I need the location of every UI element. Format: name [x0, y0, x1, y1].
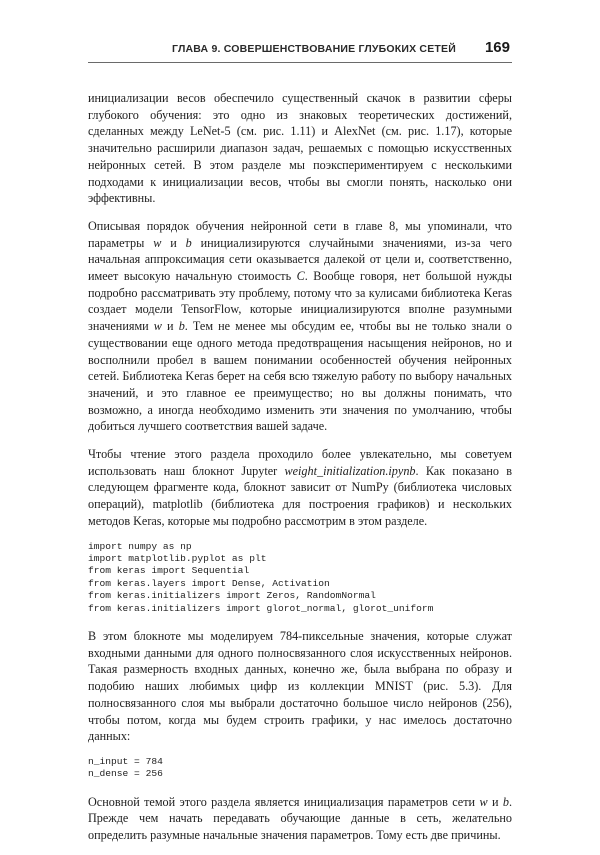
paragraph-3-text-b: . Как показано в следующем фрагменте кода, блокнот зависит от NumPy (библиотека числовых операций), matplotlib (библиотека для построения графиков) и нескольких методов Keras, которые мы подробно рассмотрим в этом разделе. — [88, 463, 513, 528]
code-line: from keras import Sequential — [88, 565, 250, 577]
running-header — [88, 38, 512, 63]
code-line: import matplotlib.pyplot as plt — [88, 552, 267, 564]
paragraph-3 — [88, 446, 512, 530]
code-line: from keras.initializers import glorot_normal, glorot_uniform — [88, 602, 434, 614]
paragraph-5-text-c: . Прежде чем начать передавать обучающие данные в сеть, желательно определить разумные начальные значения параметров. Тому есть две причины. — [88, 794, 512, 843]
math-symbol-w: w — [153, 319, 162, 334]
paragraph-4-text: В этом блокноте мы моделируем 784-пиксельные значения, которые служат входными данными для одного полносвязанного слоя искусственных нейронов. Такая размерность входных данных, конечно же, была выбрана по образу и подобию наших любимых цифр из коллекции MNIST (рис. 5.3). Для полносвязанного слоя мы выбрали достаточно большое число нейронов (256), чтобы потом, когда мы будем строить графики, у нас имелось достаточно данных: — [88, 629, 512, 744]
paragraph-5-text-b: и — [487, 794, 503, 809]
notebook-filename: weight_initialization.ipynb — [284, 463, 416, 478]
paragraph-2-text-b: и — [161, 235, 186, 250]
math-symbol-w: w — [153, 235, 162, 250]
code-line: n_dense = 256 — [88, 768, 163, 780]
math-symbol-c: C — [296, 269, 305, 284]
math-symbol-b: b — [185, 235, 192, 250]
math-symbol-b: b — [178, 319, 185, 334]
paragraph-2-text-d: . Вообще говоря, нет большой нужды подробно рассматривать эту проблему, потому что за кулисами библиотека Keras создает модели TensorFlow, которые инициализируются вполне разумными значениями — [88, 269, 512, 334]
paragraph-5-text-a: Основной темой этого раздела является инициализация параметров сети — [88, 794, 480, 809]
paragraph-4 — [88, 628, 512, 745]
body-text — [88, 90, 512, 855]
math-symbol-w: w — [479, 794, 488, 809]
code-block-imports — [88, 541, 512, 615]
code-block-dimensions — [88, 756, 512, 781]
paragraph-1-text: инициализации весов обеспечило существенный скачок в развитии сферы глубокого обучения: это одно из знаковых теоретических достижений, сделанных между LeNet-5 (см. рис. 1.11) и AlexNet (см. рис. 1.17), которые значительно расширили диапазон задач, решаемых с помощью искусственных нейронных сетей. В этом разделе мы поэкспериментируем с несколькими подходами к инициализации весов, чтобы вы смогли понять, насколько они эффективны. — [88, 91, 512, 206]
chapter-title: ГЛАВА 9. СОВЕРШЕНСТВОВАНИЕ ГЛУБОКИХ СЕТЕЙ — [172, 43, 456, 55]
paragraph-2-text-c: инициализируются случайными значениями, из-за чего начальная аппроксимация сети оказывается далекой от цели и, соответственно, имеет высокую начальную стоимость — [88, 235, 512, 284]
paragraph-2-text-a: Описывая порядок обучения нейронной сети в главе 8, мы упоминали, что параметры — [88, 218, 512, 250]
code-line: from keras.layers import Dense, Activation — [88, 577, 330, 589]
paragraph-2 — [88, 218, 512, 435]
math-symbol-b: b — [502, 794, 509, 809]
paragraph-3-text-a: Чтобы чтение этого раздела проходило более увлекательно, мы советуем использовать наш блокнот Jupyter — [88, 447, 512, 478]
code-line: import numpy as np — [88, 540, 192, 552]
paragraph-5 — [88, 794, 512, 844]
page-number: 169 — [484, 39, 510, 56]
paragraph-2-text-f: . Тем не менее мы обсудим ее, чтобы вы не только знали о существовании еще одного метода предотвращения насыщения нейронов, но и восполнили пробел в вашем понимании особенностей обучения нейронных сетей. Библиотека Keras берет на себя всю тяжелую работу по выбору начальных значений, и это главное ее преимущество; но вы должны понимать, что возможно, а иногда необходимо изменить эти значения по умолчанию, чтобы добиться лучшего соответствия вашей задаче. — [88, 319, 513, 434]
paragraph-1 — [88, 90, 512, 207]
paragraph-2-text-e: и — [161, 319, 179, 334]
code-line: from keras.initializers import Zeros, RandomNormal — [88, 590, 376, 602]
code-line: n_input = 784 — [88, 755, 163, 767]
